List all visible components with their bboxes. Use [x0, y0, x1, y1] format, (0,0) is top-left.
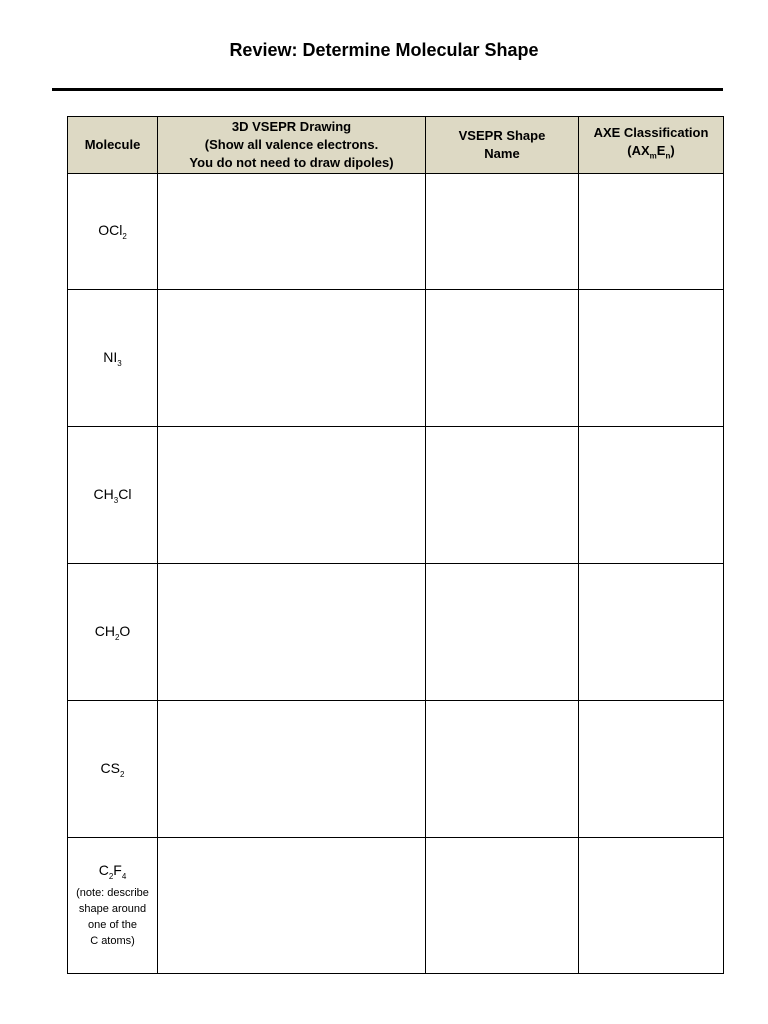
header-shape-line2: Name — [484, 146, 520, 161]
header-shape-name — [426, 117, 579, 174]
axe-cell[interactable] — [579, 564, 724, 701]
header-axe-line1: AXE Classification — [593, 125, 709, 141]
header-axe-formula: $(AX_mE_n)$ — [627, 143, 675, 161]
molecule-formula: $C_2F_4$ — [98, 862, 127, 881]
molecule-cell — [68, 564, 158, 701]
drawing-cell[interactable] — [158, 701, 426, 838]
header-drawing-line3: You do not need to draw dipoles) — [189, 155, 394, 170]
molecule-cell — [68, 427, 158, 564]
drawing-cell[interactable] — [158, 290, 426, 427]
shape-name-cell[interactable] — [426, 174, 579, 290]
page-title: Review: Determine Molecular Shape — [229, 40, 539, 60]
table-row — [68, 427, 724, 564]
header-shape-line1: VSEPR Shape — [458, 128, 546, 143]
shape-name-cell[interactable] — [426, 427, 579, 564]
molecule-cell — [68, 174, 158, 290]
table-row — [68, 564, 724, 701]
molecule-note: (note: describe shape around one of the C atoms) — [76, 886, 149, 947]
table-row — [68, 701, 724, 838]
molecule-formula: $CS_2$ — [100, 759, 125, 779]
header-axe-classification — [579, 117, 724, 174]
table-row — [68, 290, 724, 427]
header-drawing-line1: 3D VSEPR Drawing — [231, 119, 352, 134]
drawing-cell[interactable] — [158, 427, 426, 564]
molecule-cell — [68, 290, 158, 427]
header-molecule: Molecule — [68, 117, 158, 174]
axe-cell[interactable] — [579, 838, 724, 974]
axe-cell[interactable] — [579, 174, 724, 290]
molecule-formula: OCl$_2$ — [98, 222, 127, 241]
shape-name-cell[interactable] — [426, 290, 579, 427]
header-row — [68, 117, 724, 174]
shape-name-cell[interactable] — [426, 564, 579, 701]
shape-name-cell[interactable] — [426, 838, 579, 974]
drawing-cell[interactable] — [158, 174, 426, 290]
axe-cell[interactable] — [579, 290, 724, 427]
molecule-formula: $CH_3Cl$ — [93, 485, 132, 505]
table-row — [68, 838, 724, 974]
drawing-cell[interactable] — [158, 838, 426, 974]
header-drawing-line2: (Show all valence electrons. — [204, 137, 379, 152]
drawing-cell[interactable] — [158, 564, 426, 701]
molecule-formula: $CH_2O$ — [94, 622, 131, 642]
header-3d-drawing — [158, 117, 426, 174]
molecule-cell — [68, 701, 158, 838]
shape-name-cell[interactable] — [426, 701, 579, 838]
axe-cell[interactable] — [579, 427, 724, 564]
table-row — [68, 174, 724, 290]
molecular-shape-table — [67, 116, 724, 974]
molecule-cell — [68, 838, 158, 974]
title-divider — [52, 88, 723, 91]
axe-cell[interactable] — [579, 701, 724, 838]
molecule-formula: $NI_3$ — [103, 348, 122, 368]
